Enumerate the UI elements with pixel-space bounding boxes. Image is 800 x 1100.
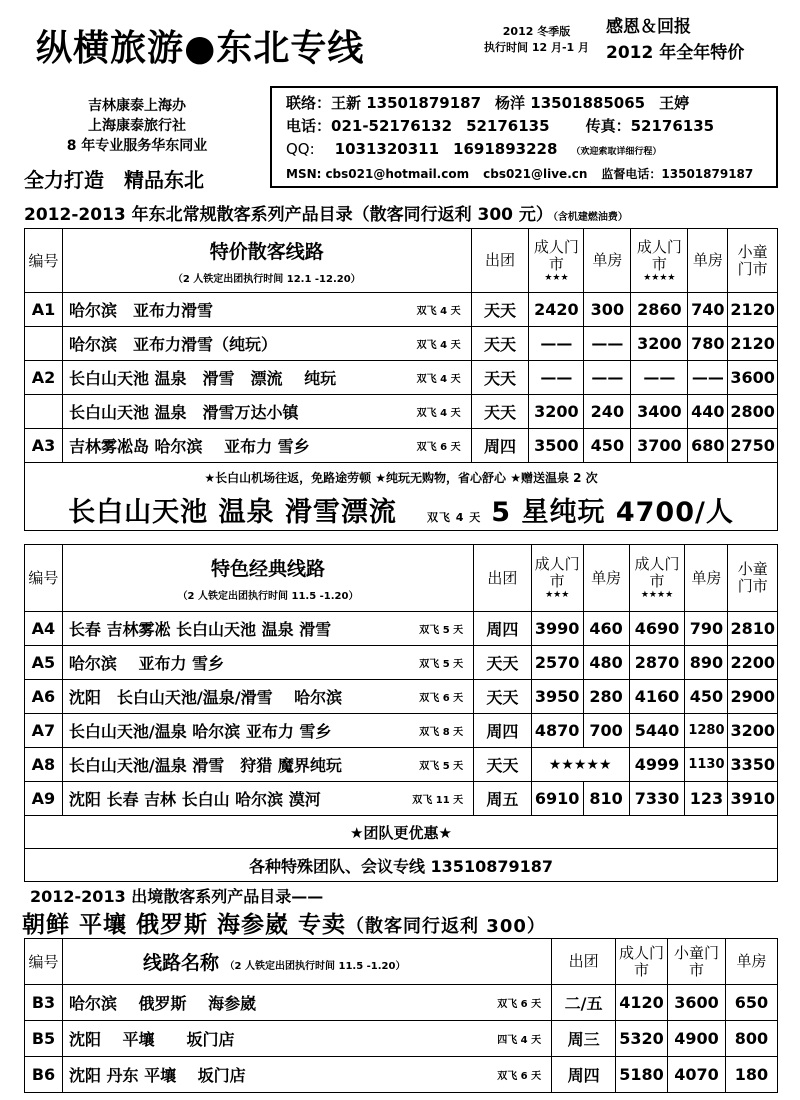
price-cell: 810	[583, 782, 629, 816]
price-cell: 2800	[728, 395, 778, 429]
duration-tag: 双飞 4 天	[416, 306, 461, 317]
company-line: 上海康泰旅行社	[88, 118, 186, 134]
price-cell: 7330	[629, 782, 685, 816]
route-cell	[62, 782, 473, 816]
group-row	[25, 849, 778, 882]
catalog-title: 2012-2013 年东北常规散客系列产品目录（散客同行返利 300 元）	[24, 205, 553, 225]
qq-number: 1031320311	[334, 140, 440, 158]
price-cell: ——	[688, 361, 728, 395]
row-code: A5	[25, 646, 63, 680]
row-code: A3	[25, 429, 63, 463]
contacts-label: 联络：	[286, 94, 332, 112]
price-cell: 2120	[728, 293, 778, 327]
route-name: 沈阳 长春 吉林 长白山 哈尔滨 漠河	[68, 790, 321, 809]
table-row	[25, 395, 778, 429]
price-cell: 4999	[629, 748, 685, 782]
route-cell	[62, 293, 471, 327]
route-name: 哈尔滨 俄罗斯 海参崴	[68, 994, 257, 1013]
outbound-rebate: （散客同行返利 300）	[346, 916, 546, 937]
duration-tag: 双飞 4 天	[416, 408, 461, 419]
price-cell: 2570	[531, 646, 583, 680]
company-line: 吉林康泰上海办	[88, 98, 186, 114]
table-row	[25, 429, 778, 463]
msn-row	[286, 164, 762, 184]
header-cell: 单房	[685, 545, 728, 612]
price-cell: 3350	[728, 748, 778, 782]
header-cell: 特色经典线路 （2 人铁定出团执行时间 11.5 -1.20）	[62, 545, 473, 612]
classic-routes-table	[24, 544, 778, 882]
header-cell: 出团	[471, 229, 529, 293]
header-cell: 单房	[584, 229, 631, 293]
qq-label: QQ:	[286, 140, 315, 158]
price-cell: 4120	[616, 985, 668, 1021]
duration-tag: 双飞 4 天	[416, 374, 461, 385]
table-row	[25, 714, 778, 748]
phone-row	[286, 115, 762, 138]
price-cell: 3400	[631, 395, 688, 429]
season-label: 2012 冬季版	[502, 25, 571, 38]
route-cell	[62, 1057, 551, 1093]
contact-box	[270, 86, 778, 188]
price-cell: 3600	[728, 361, 778, 395]
contacts-row	[286, 92, 762, 115]
route-name: 长白山天池/温泉 滑雪 狩猎 魔界纯玩	[68, 756, 342, 775]
header-cell: 线路名称 （2 人铁定出团执行时间 11.5 -1.20）	[62, 939, 551, 985]
duration-tag: 双飞 8 天	[419, 727, 464, 738]
row-code: A6	[25, 680, 63, 714]
outbound-catalog-title: 2012-2013 出境散客系列产品目录——	[30, 887, 324, 906]
departure-cell: 天天	[474, 680, 532, 714]
row-code	[25, 395, 63, 429]
price-cell: 280	[583, 680, 629, 714]
yearly-text: 2012 年全年特价	[606, 43, 745, 63]
fax-number: 52176135	[630, 117, 715, 135]
price-cell: 240	[584, 395, 631, 429]
price-cell: 440	[688, 395, 728, 429]
table-header	[25, 229, 778, 293]
header-cell: 成人门市 ★★★★	[629, 545, 685, 612]
route-cell	[62, 748, 473, 782]
price-cell: 5180	[616, 1057, 668, 1093]
route-name: 长白山天池 温泉 滑雪万达小镇	[68, 403, 299, 422]
thanks-text: 感恩＆回报	[606, 17, 691, 37]
row-code: A2	[25, 361, 63, 395]
price-cell: ——	[584, 361, 631, 395]
price-cell: 800	[725, 1021, 777, 1057]
phone-number: 52176135	[466, 117, 550, 135]
departure-cell: 天天	[471, 361, 529, 395]
header-cell: 编号	[25, 229, 63, 293]
table-header	[25, 939, 778, 985]
header-cell: 单房	[725, 939, 777, 985]
group-offer: ★团队更优惠★	[25, 816, 778, 849]
route-name: 哈尔滨 亚布力滑雪	[68, 301, 213, 320]
header-cell: 小童门市	[728, 229, 778, 293]
duration-tag: 双飞 6 天	[497, 999, 542, 1010]
price-cell: 3200	[529, 395, 584, 429]
qq-row	[286, 138, 762, 164]
price-cell: 180	[725, 1057, 777, 1093]
fax-label: 传真：	[585, 117, 631, 135]
promo-price: 5 星纯玩 4700/人	[491, 496, 734, 528]
msn-label: MSN:	[286, 167, 322, 181]
price-cell: 4900	[668, 1021, 726, 1057]
phone-number: 021-52176132	[331, 117, 453, 135]
table-row	[25, 1057, 778, 1093]
header-cell: 成人门市 ★★★	[531, 545, 583, 612]
price-cell: 6910	[531, 782, 583, 816]
departure-cell: 天天	[471, 293, 529, 327]
price-cell: 2420	[529, 293, 584, 327]
supervise-phone: 监督电话：13501879187	[601, 167, 754, 181]
price-cell: 4070	[668, 1057, 726, 1093]
route-name: 哈尔滨 亚布力滑雪（纯玩）	[68, 335, 277, 354]
route-cell	[62, 612, 473, 646]
departure-cell: 周四	[474, 612, 532, 646]
table-row	[25, 361, 778, 395]
price-cell: 3600	[668, 985, 726, 1021]
duration-tag: 双飞 5 天	[419, 625, 464, 636]
price-cell: 3200	[631, 327, 688, 361]
table-row	[25, 782, 778, 816]
table-row	[25, 612, 778, 646]
company-block	[32, 96, 242, 156]
price-cell: 2750	[728, 429, 778, 463]
route-cell	[62, 680, 473, 714]
table-row	[25, 985, 778, 1021]
row-code: A8	[25, 748, 63, 782]
row-code: B5	[25, 1021, 63, 1057]
header-cell: 成人门市 ★★★★	[631, 229, 688, 293]
table-row	[25, 1021, 778, 1057]
price-cell: 450	[685, 680, 728, 714]
price-cell: 450	[584, 429, 631, 463]
duration-tag: 双飞 4 天	[416, 340, 461, 351]
price-cell: 2810	[728, 612, 778, 646]
route-cell	[62, 361, 471, 395]
phone-label: 电话：	[286, 117, 332, 135]
table-row	[25, 680, 778, 714]
header-cell: 特价散客线路 （2 人铁定出团执行时间 12.1 -12.20）	[62, 229, 471, 293]
price-cell: 4160	[629, 680, 685, 714]
duration-tag: 双飞 6 天	[497, 1071, 542, 1082]
special-routes-table	[24, 228, 778, 531]
outbound-routes-table	[24, 938, 778, 1093]
price-cell: 790	[685, 612, 728, 646]
company-line: 8 年专业服务华东同业	[66, 138, 208, 154]
price-cell: 700	[583, 714, 629, 748]
stars-cell: ★★★★★	[531, 748, 629, 782]
qq-number: 1691893228	[453, 140, 558, 158]
promo-row	[25, 463, 778, 489]
msn-address: cbs021@hotmail.com	[325, 167, 470, 181]
price-cell: ——	[529, 327, 584, 361]
duration-tag: 双飞 5 天	[419, 659, 464, 670]
promo-features: ★长白山机场往返，免路途劳顿 ★纯玩无购物，省心舒心 ★赠送温泉 2 次	[25, 463, 778, 489]
table-row	[25, 327, 778, 361]
row-code: A7	[25, 714, 63, 748]
price-cell: 3700	[631, 429, 688, 463]
header-cell: 出团	[552, 939, 616, 985]
row-code: A1	[25, 293, 63, 327]
route-cell	[62, 646, 473, 680]
promo-route: 长白山天池 温泉 滑雪漂流	[68, 496, 397, 528]
price-cell: ——	[529, 361, 584, 395]
departure-cell: 天天	[474, 748, 532, 782]
route-name: 吉林雾凇岛 哈尔滨 亚布力 雪乡	[68, 437, 310, 456]
promo-row	[25, 489, 778, 531]
duration-tag: 双飞 11 天	[412, 795, 464, 806]
price-cell: 2870	[629, 646, 685, 680]
price-cell: 3990	[531, 612, 583, 646]
departure-cell: 天天	[471, 327, 529, 361]
header-cell: 成人门市	[616, 939, 668, 985]
price-cell: 780	[688, 327, 728, 361]
departure-cell: 天天	[471, 395, 529, 429]
route-cell	[62, 327, 471, 361]
price-cell: 480	[583, 646, 629, 680]
group-contact: 各种特殊团队、会议专线 13510879187	[25, 849, 778, 882]
price-cell: 3500	[529, 429, 584, 463]
price-cell: 1130	[685, 748, 728, 782]
route-name: 哈尔滨 亚布力 雪乡	[68, 654, 225, 673]
price-cell: 5320	[616, 1021, 668, 1057]
price-cell: 123	[685, 782, 728, 816]
row-code: B3	[25, 985, 63, 1021]
departure-cell: 周三	[552, 1021, 616, 1057]
row-code	[25, 327, 63, 361]
outbound-subtitle	[22, 906, 546, 939]
duration-tag: 双飞 5 天	[419, 761, 464, 772]
duration-tag: 四飞 4 天	[497, 1035, 542, 1046]
price-cell: 4870	[531, 714, 583, 748]
departure-cell: 周五	[474, 782, 532, 816]
exec-time: 执行时间 12 月-1 月	[484, 41, 590, 54]
route-name: 长白山天池/温泉 哈尔滨 亚布力 雪乡	[68, 722, 332, 741]
route-cell	[62, 395, 471, 429]
price-cell: 300	[584, 293, 631, 327]
price-cell: 5440	[629, 714, 685, 748]
departure-cell: 周四	[471, 429, 529, 463]
departure-cell: 周四	[474, 714, 532, 748]
price-cell: ——	[584, 327, 631, 361]
group-row	[25, 816, 778, 849]
price-cell: ——	[631, 361, 688, 395]
price-cell: 2200	[728, 646, 778, 680]
contact-person: 王婷	[659, 94, 690, 112]
row-code: A4	[25, 612, 63, 646]
price-cell: 1280	[685, 714, 728, 748]
table-row	[25, 293, 778, 327]
price-cell: 3910	[728, 782, 778, 816]
promo-line	[25, 489, 778, 531]
header-cell: 编号	[25, 939, 63, 985]
page-title: 纵横旅游●东北专线	[36, 28, 365, 69]
table-row	[25, 748, 778, 782]
price-cell: 2860	[631, 293, 688, 327]
price-cell: 2900	[728, 680, 778, 714]
route-name: 长白山天池 温泉 滑雪 漂流 纯玩	[68, 369, 337, 388]
departure-cell: 天天	[474, 646, 532, 680]
route-cell	[62, 985, 551, 1021]
price-cell: 2120	[728, 327, 778, 361]
duration-tag: 双飞 6 天	[416, 442, 461, 453]
msn-address: cbs021@live.cn	[483, 167, 588, 181]
price-cell: 650	[725, 985, 777, 1021]
header-cell: 编号	[25, 545, 63, 612]
route-cell	[62, 429, 471, 463]
header-cell: 出团	[474, 545, 532, 612]
route-cell	[62, 1021, 551, 1057]
route-name: 长春 吉林雾凇 长白山天池 温泉 滑雪	[68, 620, 332, 639]
row-code: B6	[25, 1057, 63, 1093]
header-cell: 单房	[583, 545, 629, 612]
route-cell	[62, 714, 473, 748]
row-code: A9	[25, 782, 63, 816]
duration-tag: 双飞 6 天	[419, 693, 464, 704]
price-cell: 680	[688, 429, 728, 463]
promo-heading	[606, 14, 744, 66]
qq-note: （欢迎索取详细行程）	[571, 147, 662, 157]
slogan: 全力打造 精品东北	[24, 168, 204, 192]
contact-person: 杨洋 13501885065	[495, 94, 646, 112]
departure-cell: 二/五	[552, 985, 616, 1021]
table-row	[25, 646, 778, 680]
season-info	[484, 24, 589, 56]
catalog-heading	[24, 200, 628, 225]
price-cell: 3200	[728, 714, 778, 748]
promo-tag: 双飞 4 天	[426, 510, 482, 524]
price-cell: 3950	[531, 680, 583, 714]
outbound-destinations: 朝鲜 平壤 俄罗斯 海参崴 专卖	[22, 912, 347, 938]
route-name: 沈阳 长白山天池/温泉/滑雪 哈尔滨	[68, 688, 343, 707]
price-cell: 890	[685, 646, 728, 680]
price-cell: 460	[583, 612, 629, 646]
contact-person: 王新 13501879187	[331, 94, 482, 112]
table-header	[25, 545, 778, 612]
catalog-note: （含机建燃油费）	[552, 212, 628, 223]
route-name: 沈阳 平壤 坂门店	[68, 1030, 235, 1049]
header-cell: 小童门市	[728, 545, 778, 612]
header-cell: 单房	[688, 229, 728, 293]
route-name: 沈阳 丹东 平壤 坂门店	[68, 1066, 246, 1085]
header-cell: 成人门市 ★★★	[529, 229, 584, 293]
price-cell: 740	[688, 293, 728, 327]
departure-cell: 周四	[552, 1057, 616, 1093]
price-cell: 4690	[629, 612, 685, 646]
header-cell: 小童门市	[668, 939, 726, 985]
